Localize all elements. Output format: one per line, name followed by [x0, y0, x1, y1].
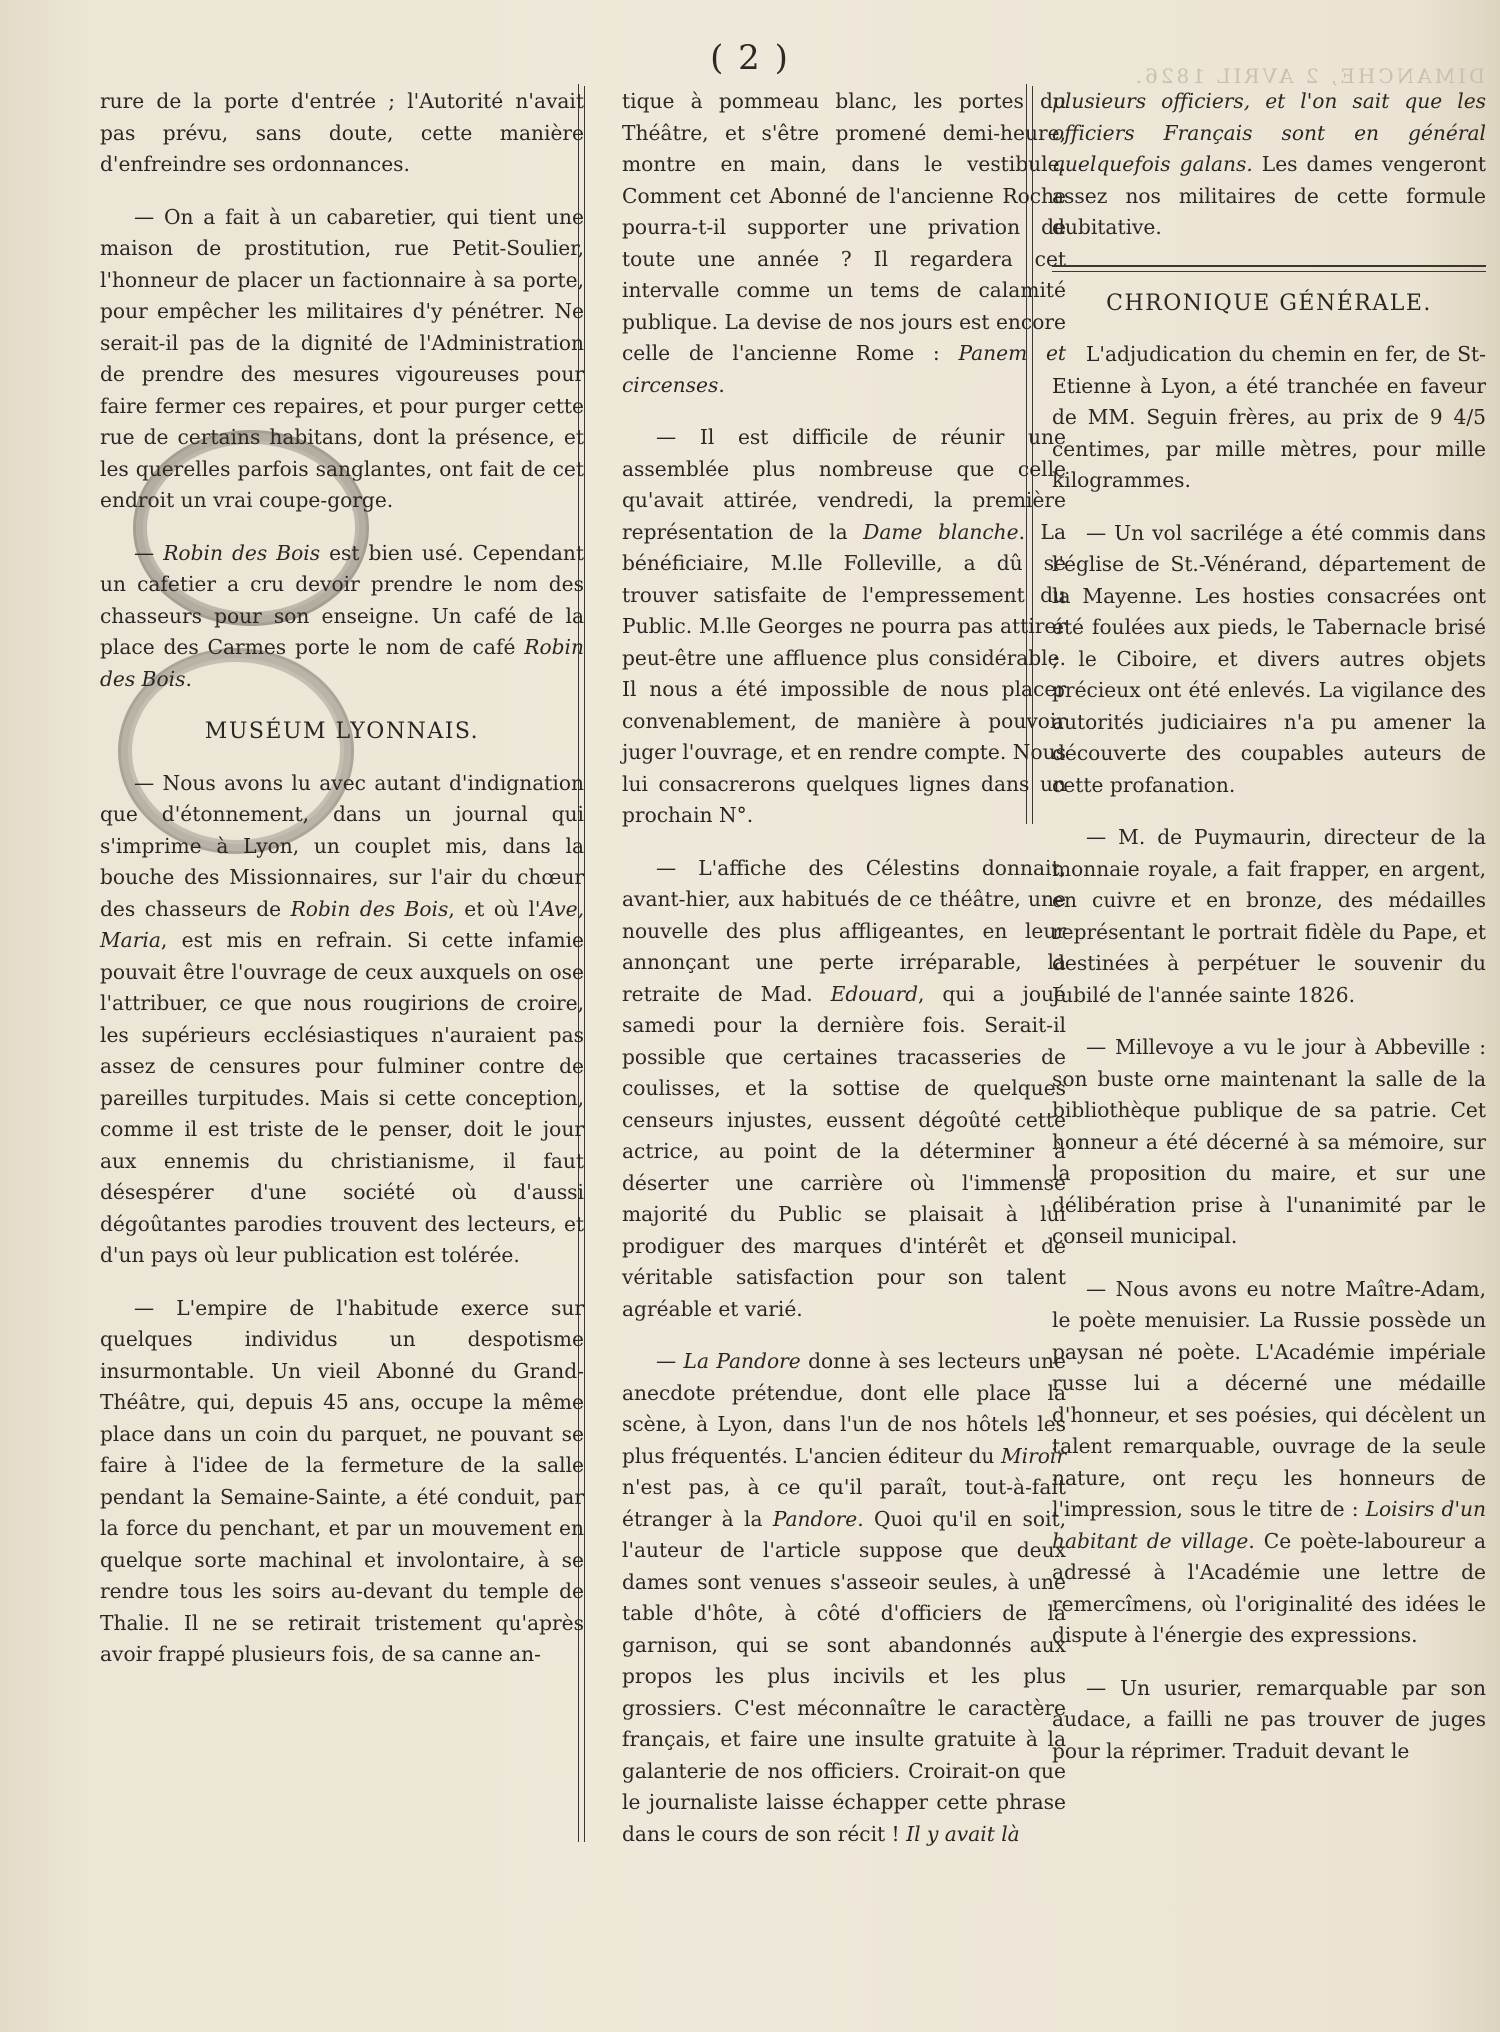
column-3 — [1052, 86, 1486, 1788]
paragraph: — Nous avons eu notre Maître-Adam, le poète menuisier. La Russie possède un paysan né poète. L'Académie impériale russe lui a décerné une médaille d'honneur, et ses poésies, qui décèlent un talent remarquable, ouvrage de la seule nature, ont reçu les honneurs de l'impression, sous le titre de : Loisirs d'un habitant de village. Ce poète-laboureur a adressé à l'Académie une lettre de remercîmens, où l'originalité des idées le dispute à l'énergie des expressions. — [1052, 1276, 1486, 1647]
paragraph: — L'empire de l'habitude exerce sur quelques individus un despotisme insurmontable. Un vieil Abonné du Grand-Théâtre, qui, depuis 45 ans, occupe la même place dans un coin du parquet, ne pouvant se faire à l'idee de la fermeture de la salle pendant la Semaine-Sainte, a été conduit, par la force du penchant, et par un mouvement en quelque sorte machinal et involontaire, à se rendre tous les soirs au-devant du temple de Thalie. Il ne se retirait tristement qu'après avoir frappé plusieurs fois, de sa canne an- — [100, 1295, 584, 1666]
paragraph: plusieurs officiers, et l'on sait que les officiers Français sont en général quelquefois galans. Les dames vengeront assez nos militaires de cette formule dubitative. — [1052, 89, 1486, 239]
paragraph: — L'affiche des Célestins donnait, avant-hier, aux habitués de ce théâtre, une nouvelle des plus affligeantes, en leur annonçant une perte irréparable, la retraite de Mad. Edouard, qui a joué samedi pour la dernière fois. Serait-il possible que certaines tracasseries de coulisses, et la sottise de quelques censeurs injustes, eussent dégoûté cette actrice, au point de la déterminer à déserter une carrière où l'immense majorité du Public se plaisait à lui prodiguer des marques d'intérêt et de véritable satisfaction pour son talent agréable et varié. — [622, 855, 1066, 1321]
paragraph: — Il est difficile de réunir une assemblée plus nombreuse que celle qu'avait attirée, vendredi, la première représentation de la Dame blanche. La bénéficiaire, M.lle Folleville, a dû se trouver satisfaite de l'empressement du Public. M.lle Georges ne pourra pas attirer peut-être une affluence plus considérable. Il nous a été impossible de nous placer convenablement, de manière à pouvoir juger l'ouvrage, et en rendre compte. Nous lui consacrerons quelques lignes dans un prochain N°. — [622, 425, 1066, 827]
paragraph: — La Pandore donne à ses lecteurs une anecdote prétendue, dont elle place la scène, à Lyon, dans l'un de nos hôtels les plus fréquentés. L'ancien éditeur du Miroir n'est pas, à ce qu'il paraît, tout-à-fait étranger à la Pandore. Quoi qu'il en soit, l'auteur de l'article suppose que deux dames sont venues s'asseoir seules, à une table d'hôte, à côté d'officiers de la garnison, qui se sont abandonnés aux propos les plus incivils et les plus grossiers. C'est méconnaître le caractère français, et faire une insulte gratuite à la galanterie de nos officiers. Croirait-on que le journaliste laisse échapper cette phrase dans le cours de son récit ! Il y avait là — [622, 1349, 1066, 1846]
paragraph: — Un usurier, remarquable par son audace, a failli ne pas trouver de juges pour la réprimer. Traduit devant le — [1052, 1675, 1486, 1763]
column-rule — [584, 86, 585, 1842]
paragraph: rure de la porte d'entrée ; l'Autorité n'avait pas prévu, sans doute, cette manière d'enfreindre ses ordonnances. — [100, 89, 584, 176]
paragraph: — Nous avons lu avec autant d'indignation que d'étonnement, dans un journal qui s'imprime à Lyon, un couplet mis, dans la bouche des Missionnaires, sur l'air du chœur des chasseurs de Robin des Bois, et où l'Ave, Maria, est mis en refrain. Si cette infamie pouvait être l'ouvrage de ceux auxquels on ose l'attribuer, ce que nous rougirions de croire, les supérieurs ecclésiastiques n'auraient pas assez de censures pour fulminer contre de pareilles turpitudes. Mais si cette conception, comme il est triste de le penser, doit le jour aux ennemis du christianisme, il faut désespérer d'une société où d'aussi dégoûtantes parodies trouvent des lecteurs, et d'un pays où leur publication est tolérée. — [100, 770, 585, 1267]
bleed-through-text: DIMANCHE, 2 AVRIL 1826. — [1132, 64, 1485, 88]
heading-rule — [1052, 271, 1486, 272]
column-1 — [100, 86, 584, 1692]
italic-title: Robin des Bois — [100, 635, 584, 691]
paragraph: — Robin des Bois est bien usé. Cependant un cafetier a cru devoir prendre le nom des chasseurs pour son enseigne. Un café de la place des Carmes porte le nom de café Robin des Bois. — [100, 540, 584, 691]
page-number: ( 2 ) — [710, 38, 790, 78]
column-2 — [622, 86, 1066, 1871]
paragraph: — On a fait à un cabaretier, qui tient une maison de prostitution, rue Petit-Soulier, l'honneur de placer un factionnaire à sa porte, pour empêcher les militaires d'y pénétrer. Ne serait-il pas de la dignité de l'Administration de prendre des mesures vigoureuses pour faire fermer ces repaires, et pour purger cette rue de certains habitans, dont la présence, et les querelles parfois sanglantes, ont fait de cet endroit un vrai coupe-gorge. — [100, 204, 584, 512]
paragraph: — Millevoye a vu le jour à Abbeville : son buste orne maintenant la salle de la bibliothèque publique de sa patrie. Cet honneur a été décerné à sa mémoire, sur la proposition du maire, et sur une délibération prise à l'unanimité par le conseil municipal. — [1052, 1035, 1486, 1248]
heading-rule — [1052, 265, 1486, 267]
italic-title: Robin des Bois — [163, 540, 321, 565]
paragraph: — M. de Puymaurin, directeur de la monnaie royale, a fait frapper, en argent, en cuivre et en bronze, des médailles représentant le portrait fidèle du Pape, et destinées à perpétuer le souvenir du Jubilé de l'année sainte 1826. — [1052, 825, 1486, 1007]
section-heading: MUSÉUM LYONNAIS. — [204, 719, 480, 744]
paragraph: — Un vol sacrilége a été commis dans l'église de St.-Vénérand, département de la Mayenne. Les hosties consacrées ont été foulées aux pieds, le Tabernacle brisé ; le Ciboire, et divers autres objets précieux ont été enlevés. La vigilance des autorités judiciaires n'a pu amener la découverte des coupables auteurs de cette profanation. — [1052, 520, 1486, 797]
section-heading: CHRONIQUE GÉNÉRALE. — [1106, 290, 1432, 316]
paragraph: L'adjudication du chemin en fer, de St-Etienne à Lyon, a été tranchée en faveur de MM. Seguin frères, au prix de 9 4/5 centimes, par mille mètres, pour mille kilogrammes. — [1052, 342, 1486, 492]
paragraph: tique à pommeau blanc, les portes du Théâtre, et s'être promené demi-heure, montre en main, dans le vestibule. Comment cet Abonné de l'ancienne Roche pourra-t-il supporter une privation de toute une année ? Il regardera cet intervalle comme un tems de calamité publique. La devise de nos jours est encore celle de l'ancienne Rome : Panem et circenses. — [622, 89, 1067, 397]
